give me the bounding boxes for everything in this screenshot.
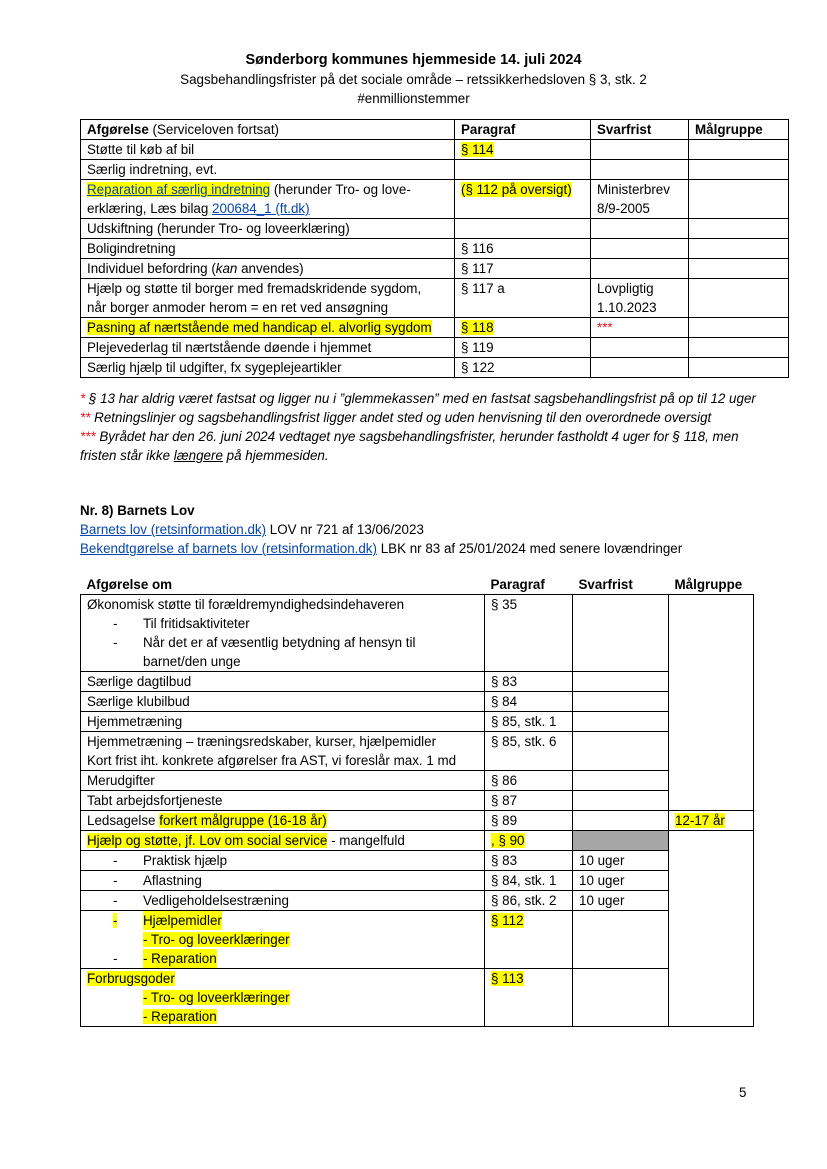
page-title: Sønderborg kommunes hjemmeside 14. juli 2024 bbox=[245, 52, 582, 68]
page-subtitle: Sagsbehandlingsfrister på det sociale område – retssikkerhedsloven § 3, stk. 2 bbox=[180, 72, 647, 87]
table-row: Hjælp og støtte til borger med fremadskridende sygdom, når borger anmoder herom = en ret ved ansøgning § 117 a Lovpligtig 1.10.2023 bbox=[81, 279, 789, 318]
barnets-lov-table bbox=[80, 575, 754, 1027]
table-header-row bbox=[81, 575, 754, 595]
table-row: Boligindretning § 116 bbox=[81, 239, 789, 259]
col-svarfrist: Svarfrist bbox=[591, 120, 689, 140]
footnote-3: *** Byrådet har den 26. juni 2024 vedtaget nye sagsbehandlingsfrister, herunder fastholdt 4 uger for § 118, men fristen står ikke længere på hjemmesiden. bbox=[80, 429, 739, 463]
col-svarfrist: Svarfrist bbox=[573, 575, 669, 595]
table-row: - Vedligeholdelsestræning § 86, stk. 2 10 uger bbox=[81, 891, 754, 911]
table-row: Særlig hjælp til udgifter, fx sygeplejeartikler § 122 bbox=[81, 358, 789, 378]
section-heading: Nr. 8) Barnets Lov bbox=[80, 503, 195, 518]
table-row: Merudgifter § 86 bbox=[81, 771, 754, 791]
barnets-lov-link[interactable]: Barnets lov (retsinformation.dk) bbox=[80, 522, 267, 537]
col-malgruppe: Målgruppe bbox=[689, 120, 789, 140]
table-row: Hjemmetræning – træningsredskaber, kurser, hjælpemidler Kort frist iht. konkrete afgørelser fra AST, vi foreslår max. 1 md § 85, stk. 6 bbox=[81, 732, 754, 771]
table-header-row bbox=[81, 120, 789, 140]
serviceloven-table bbox=[80, 119, 789, 378]
col-malgruppe: Målgruppe bbox=[669, 575, 754, 595]
footnote-1: * § 13 har aldrig været fastsat og ligger nu i ”glemmekassen” med en fastsat sagsbehandlingsfrist på op til 12 uger bbox=[80, 391, 756, 406]
bilag-link[interactable]: 200684_1 (ft.dk) bbox=[212, 201, 310, 216]
table-row: - Aflastning § 84, stk. 1 10 uger bbox=[81, 871, 754, 891]
table-row: Særlige dagtilbud § 83 bbox=[81, 672, 754, 692]
table-row: Plejevederlag til nærtstående døende i hjemmet § 119 bbox=[81, 338, 789, 358]
footnote-2: ** Retningslinjer og sagsbehandlingsfrist ligger andet sted og uden henvisning til den overordnede oversigt bbox=[80, 410, 712, 425]
table-row: Forbrugsgoder - Tro- og loveerklæringer - Reparation § 113 bbox=[81, 969, 754, 1027]
table-row: Særlig indretning, evt. bbox=[81, 160, 789, 180]
col-afgorelse: Afgørelse om bbox=[81, 575, 485, 595]
table-row: Hjemmetræning § 85, stk. 1 bbox=[81, 712, 754, 732]
col-afgorelse: Afgørelse (Serviceloven fortsat) bbox=[81, 120, 455, 140]
table-row: Særlige klubilbud § 84 bbox=[81, 692, 754, 712]
table-row: Pasning af nærtstående med handicap el. alvorlig sygdom § 118 *** bbox=[81, 318, 789, 338]
table-row: Ledsagelse forkert målgruppe (16-18 år) § 89 12-17 år bbox=[81, 811, 754, 831]
table-row: Reparation af særlig indretning (herunder Tro- og love- erklæring, Læs bilag 200684_1 (ft.dk) (§ 112 på oversigt) Ministerbrev 8/9-2005 bbox=[81, 180, 789, 219]
reparation-link[interactable]: Reparation af særlig indretning bbox=[87, 182, 271, 197]
malgruppe-value: 12-17 år bbox=[675, 813, 725, 828]
page-number: 5 bbox=[739, 1085, 747, 1100]
bekendtgorelse-link[interactable]: Bekendtgørelse af barnets lov (retsinformation.dk) bbox=[80, 541, 377, 556]
table-row: Hjælp og støtte, jf. Lov om social service - mangelfuld , § 90 bbox=[81, 831, 754, 851]
table-row: Støtte til køb af bil § 114 bbox=[81, 140, 789, 160]
barnets-lov-section: Nr. 8) Barnets Lov Barnets lov (retsinformation.dk) LOV nr 721 af 13/06/2023 Bekendtgørelse af barnets lov (retsinformation.dk) LBK nr 83 af 25/01/2024 med senere lovændringer bbox=[80, 501, 780, 558]
hashtag: #enmillionstemmer bbox=[357, 91, 470, 106]
table-row: - Praktisk hjælp § 83 10 uger bbox=[81, 851, 754, 871]
table-row: - Hjælpemidler - Tro- og loveerklæringer - - Reparation § 112 bbox=[81, 911, 754, 969]
table-row: Økonomisk støtte til forældremyndighedsindehaveren - Til fritidsaktiviteter - Når det er af væsentlig betydning af hensyn til barnet/den unge § 35 bbox=[81, 595, 754, 672]
table-row: Udskiftning (herunder Tro- og loveerklæring) bbox=[81, 219, 789, 239]
table-row: Tabt arbejdsfortjeneste § 87 bbox=[81, 791, 754, 811]
col-paragraf: Paragraf bbox=[485, 575, 573, 595]
table-row: Individuel befordring (kan anvendes) § 117 bbox=[81, 259, 789, 279]
col-paragraf: Paragraf bbox=[455, 120, 591, 140]
footnotes bbox=[80, 389, 760, 465]
